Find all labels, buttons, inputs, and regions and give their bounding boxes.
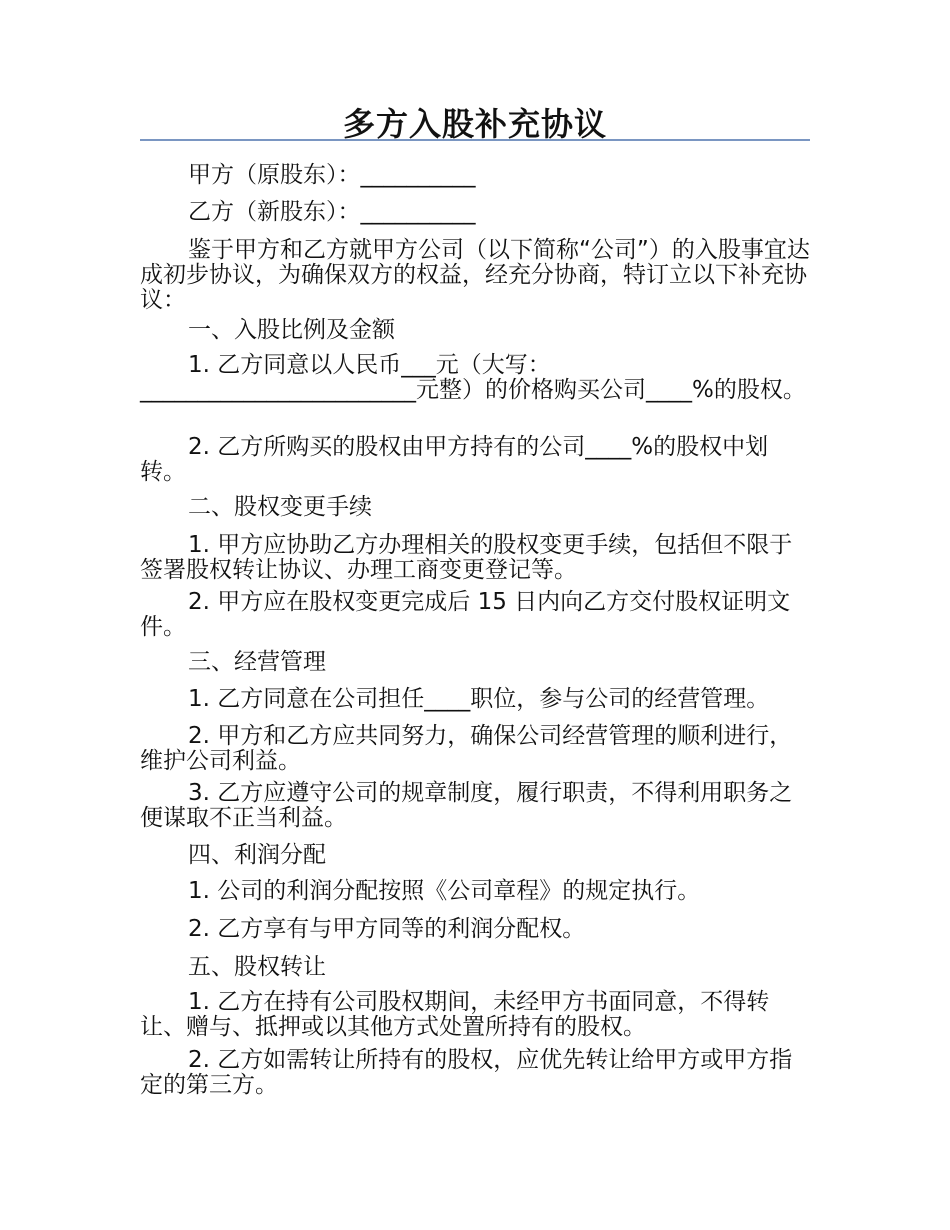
- document-title: 多方入股补充协议: [342, 105, 607, 143]
- title-underline: [140, 139, 810, 141]
- section-heading: 五、股权转让: [188, 954, 326, 980]
- clause-paragraph: 2. 甲方和乙方应共同努力，确保公司经营管理的顺利进行，维护公司利益。: [140, 723, 793, 774]
- preamble-paragraph: 鉴于甲方和乙方就甲方公司（以下简称“公司”）的入股事宜达成初步协议，为确保双方的权益，经充分协商，特订立以下补充协议：: [140, 237, 810, 313]
- clause-paragraph: 1. 甲方应协助乙方办理相关的股权变更手续，包括但不限于签署股权转让协议、办理工商变更登记等。: [140, 532, 793, 583]
- section-heading: 一、入股比例及金额: [188, 317, 395, 343]
- section-heading: 三、经营管理: [188, 649, 326, 675]
- clause-paragraph: 1. 乙方同意以人民币___元（大写：________________________元整）的价格购买公司____%的股权。: [140, 352, 806, 403]
- party-b-line: 乙方（新股东）：__________: [188, 199, 476, 225]
- clause-paragraph: 1. 公司的利润分配按照《公司章程》的规定执行。: [188, 878, 701, 904]
- section-heading: 四、利润分配: [188, 842, 326, 868]
- clause-paragraph: 1. 乙方在持有公司股权期间，未经甲方书面同意，不得转让、赠与、抵押或以其他方式处置所持有的股权。: [140, 989, 770, 1040]
- clause-paragraph: 3. 乙方应遵守公司的规章制度，履行职责，不得利用职务之便谋取不正当利益。: [140, 780, 793, 831]
- clause-paragraph: 2. 乙方享有与甲方同等的利润分配权。: [188, 916, 586, 942]
- clause-paragraph: 2. 乙方所购买的股权由甲方持有的公司____%的股权中划转。: [140, 434, 769, 485]
- clause-paragraph: 2. 甲方应在股权变更完成后 15 日内向乙方交付股权证明文件。: [140, 589, 791, 640]
- clause-paragraph: 2. 乙方如需转让所持有的股权，应优先转让给甲方或甲方指定的第三方。: [140, 1047, 793, 1098]
- party-a-line: 甲方（原股东）：__________: [188, 162, 476, 188]
- section-heading: 二、股权变更手续: [188, 494, 372, 520]
- clause-paragraph: 1. 乙方同意在公司担任____职位，参与公司的经营管理。: [188, 686, 770, 712]
